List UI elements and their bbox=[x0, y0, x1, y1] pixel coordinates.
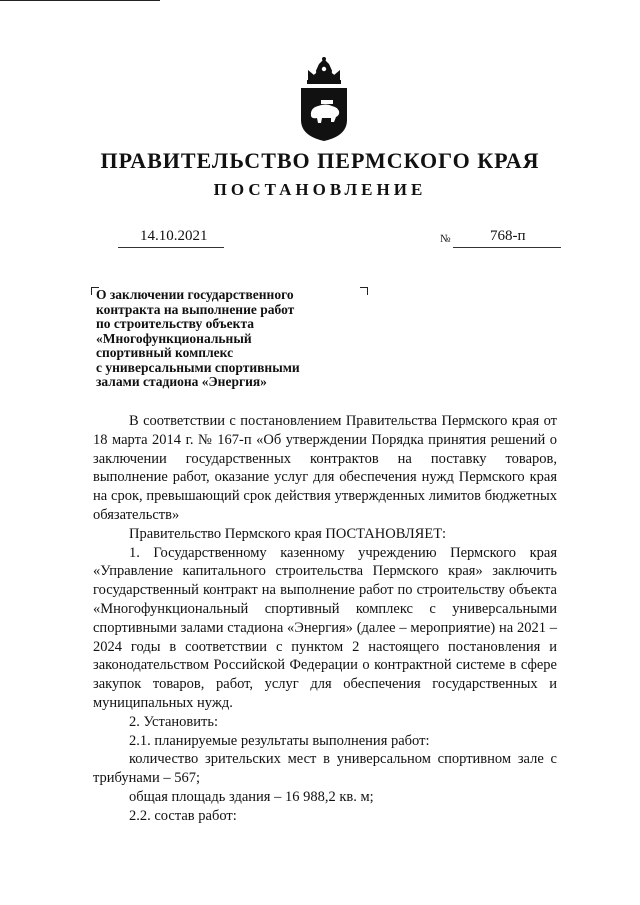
subject-line: спортивный комплекс bbox=[96, 345, 234, 360]
number-prefix: № bbox=[440, 233, 451, 245]
perm-krai-coat-of-arms-icon bbox=[298, 56, 350, 142]
subject-line: по строительству объекта bbox=[96, 316, 254, 331]
number-underline bbox=[453, 247, 561, 248]
document-date: 14.10.2021 bbox=[140, 228, 208, 244]
subject-line: «Многофункциональный bbox=[96, 330, 252, 346]
body-paragraph: 1. Государственному казенному учреждению Пермского края «Управление капитального строительства Пермского края» заключить государственный контракт на выполнение работ по строительству объекта «Многофункциональный спортивный комплекс с универсальными спортивными залами стадиона «Энергия» (далее – мероприятие) на 2021 – 2024 годы в соответствии с пунктом 2 настоящего постановления и законодательством Российской Федерации о контрактной системе в сфере закупок товаров, работ, услуг для обеспечения государственных и муниципальных нужд. bbox=[93, 544, 557, 711]
body-paragraph: количество зрительских мест в универсальном спортивном зале с трибунами – 567; bbox=[93, 751, 557, 787]
document-body bbox=[93, 412, 557, 826]
government-title: ПРАВИТЕЛЬСТВО ПЕРМСКОГО КРАЯ bbox=[100, 148, 540, 173]
body-paragraph: Правительство Пермского края ПОСТАНОВЛЯЕТ: bbox=[129, 525, 447, 542]
subject-line: О заключении государственного bbox=[96, 287, 294, 302]
subject-line: с универсальными спортивными bbox=[96, 359, 300, 375]
body-paragraph: 2.2. состав работ: bbox=[129, 807, 237, 824]
subject-line: залами стадиона «Энергия» bbox=[96, 374, 267, 389]
body-paragraph: В соответствии с постановлением Правительства Пермского края от 18 марта 2014 г. № 167-п «Об утверждении Порядка принятия решений о заключении государственных контрактов на поставку товаров, выполнение работ, оказание услуг для обеспечения нужд Пермского края на срок, превышающий срок действия утвержденных лимитов бюджетных обязательств» bbox=[93, 413, 557, 523]
document-type: ПОСТАНОВЛЕНИЕ bbox=[213, 180, 427, 199]
document-number: 768-п bbox=[490, 228, 526, 244]
body-paragraph: 2.1. планируемые результаты выполнения работ: bbox=[129, 732, 430, 749]
subject-corner-right bbox=[360, 287, 368, 295]
body-paragraph: общая площадь здания – 16 988,2 кв. м; bbox=[129, 788, 374, 805]
body-paragraph: 2. Установить: bbox=[129, 713, 219, 730]
subject-line: контракта на выполнение работ bbox=[96, 301, 295, 317]
document-subject bbox=[96, 288, 346, 390]
date-underline bbox=[118, 247, 224, 248]
top-border-line bbox=[0, 0, 160, 1]
